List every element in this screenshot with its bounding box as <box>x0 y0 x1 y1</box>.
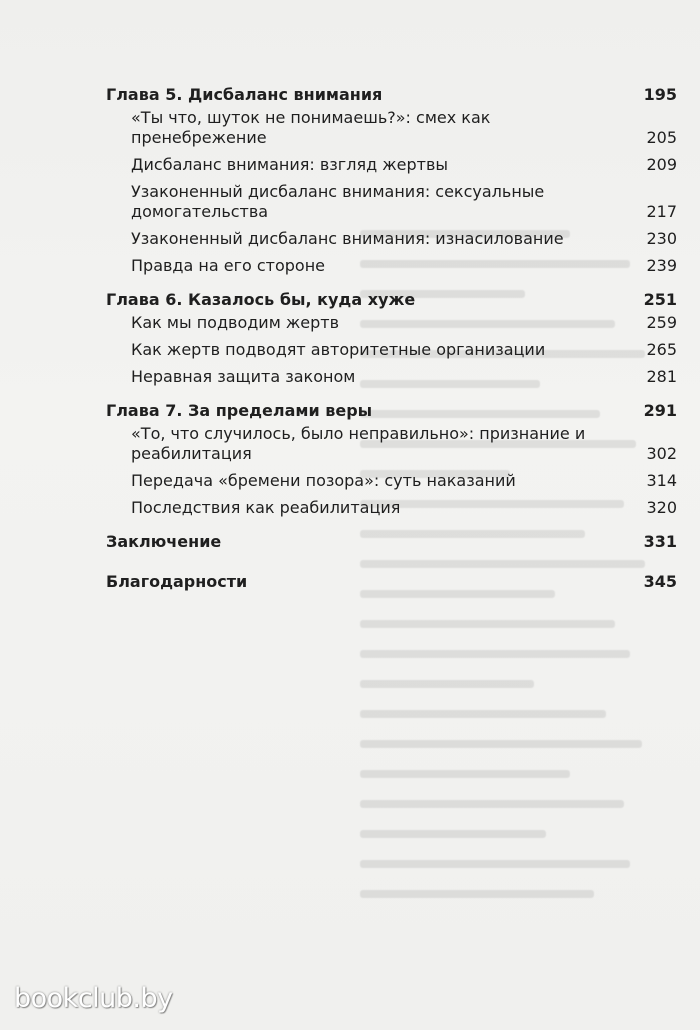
toc-chapter-entry <box>106 290 677 310</box>
page-number: 217 <box>646 202 677 221</box>
page-number: 195 <box>643 85 677 104</box>
toc-section-entry <box>106 498 677 518</box>
toc-section-entry <box>106 471 677 491</box>
page-number: 345 <box>643 572 677 591</box>
section-title: «То, что случилось, было неправильно»: признание и реабилитация <box>131 424 586 463</box>
toc-chapter-entry <box>106 401 677 421</box>
section-title: Правда на его стороне <box>131 256 326 275</box>
page-number: 230 <box>646 229 677 248</box>
chapter-6 <box>106 290 677 387</box>
toc-section-entry <box>106 340 677 360</box>
toc-section-entry <box>106 256 677 276</box>
conclusion-title: Заключение <box>106 532 222 551</box>
page-number: 259 <box>646 313 677 332</box>
toc-section-entry <box>106 424 677 464</box>
section-title: Передача «бремени позора»: суть наказаний <box>131 471 516 490</box>
section-title: Как мы подводим жертв <box>131 313 340 332</box>
page-number: 209 <box>646 155 677 174</box>
chapter-7 <box>106 401 677 518</box>
section-title: Узаконенный дисбаланс внимания: изнасилование <box>131 229 564 248</box>
toc-section-entry <box>106 367 677 387</box>
table-of-contents <box>106 85 677 612</box>
section-title: Узаконенный дисбаланс внимания: сексуальные домогательства <box>131 182 545 221</box>
section-title: «Ты что, шуток не понимаешь?»: смех как пренебрежение <box>131 108 491 147</box>
page-number: 320 <box>646 498 677 517</box>
section-title: Дисбаланс внимания: взгляд жертвы <box>131 155 449 174</box>
chapter-title: Глава 6. Казалось бы, куда хуже <box>106 290 416 309</box>
page-number: 205 <box>646 128 677 147</box>
acknowledgments-title: Благодарности <box>106 572 248 591</box>
section-title: Последствия как реабилитация <box>131 498 401 517</box>
page-number: 251 <box>643 290 677 309</box>
toc-acknowledgments-entry <box>106 572 677 592</box>
toc-section-entry <box>106 229 677 249</box>
chapter-title: Глава 7. За пределами веры <box>106 401 373 420</box>
page-number: 291 <box>643 401 677 420</box>
page-number: 265 <box>646 340 677 359</box>
section-title: Как жертв подводят авторитетные организации <box>131 340 546 359</box>
toc-section-entry <box>106 155 677 175</box>
chapter-5 <box>106 85 677 276</box>
page-number: 331 <box>643 532 677 551</box>
site-watermark: bookclub.by <box>14 983 173 1014</box>
toc-section-entry <box>106 313 677 333</box>
page-number: 314 <box>646 471 677 490</box>
toc-chapter-entry <box>106 85 677 105</box>
toc-section-entry <box>106 108 677 148</box>
page-number: 281 <box>646 367 677 386</box>
page-number: 239 <box>646 256 677 275</box>
section-title: Неравная защита законом <box>131 367 356 386</box>
toc-conclusion-entry <box>106 532 677 552</box>
chapter-title: Глава 5. Дисбаланс внимания <box>106 85 383 104</box>
toc-section-entry <box>106 182 677 222</box>
page-number: 302 <box>646 444 677 463</box>
